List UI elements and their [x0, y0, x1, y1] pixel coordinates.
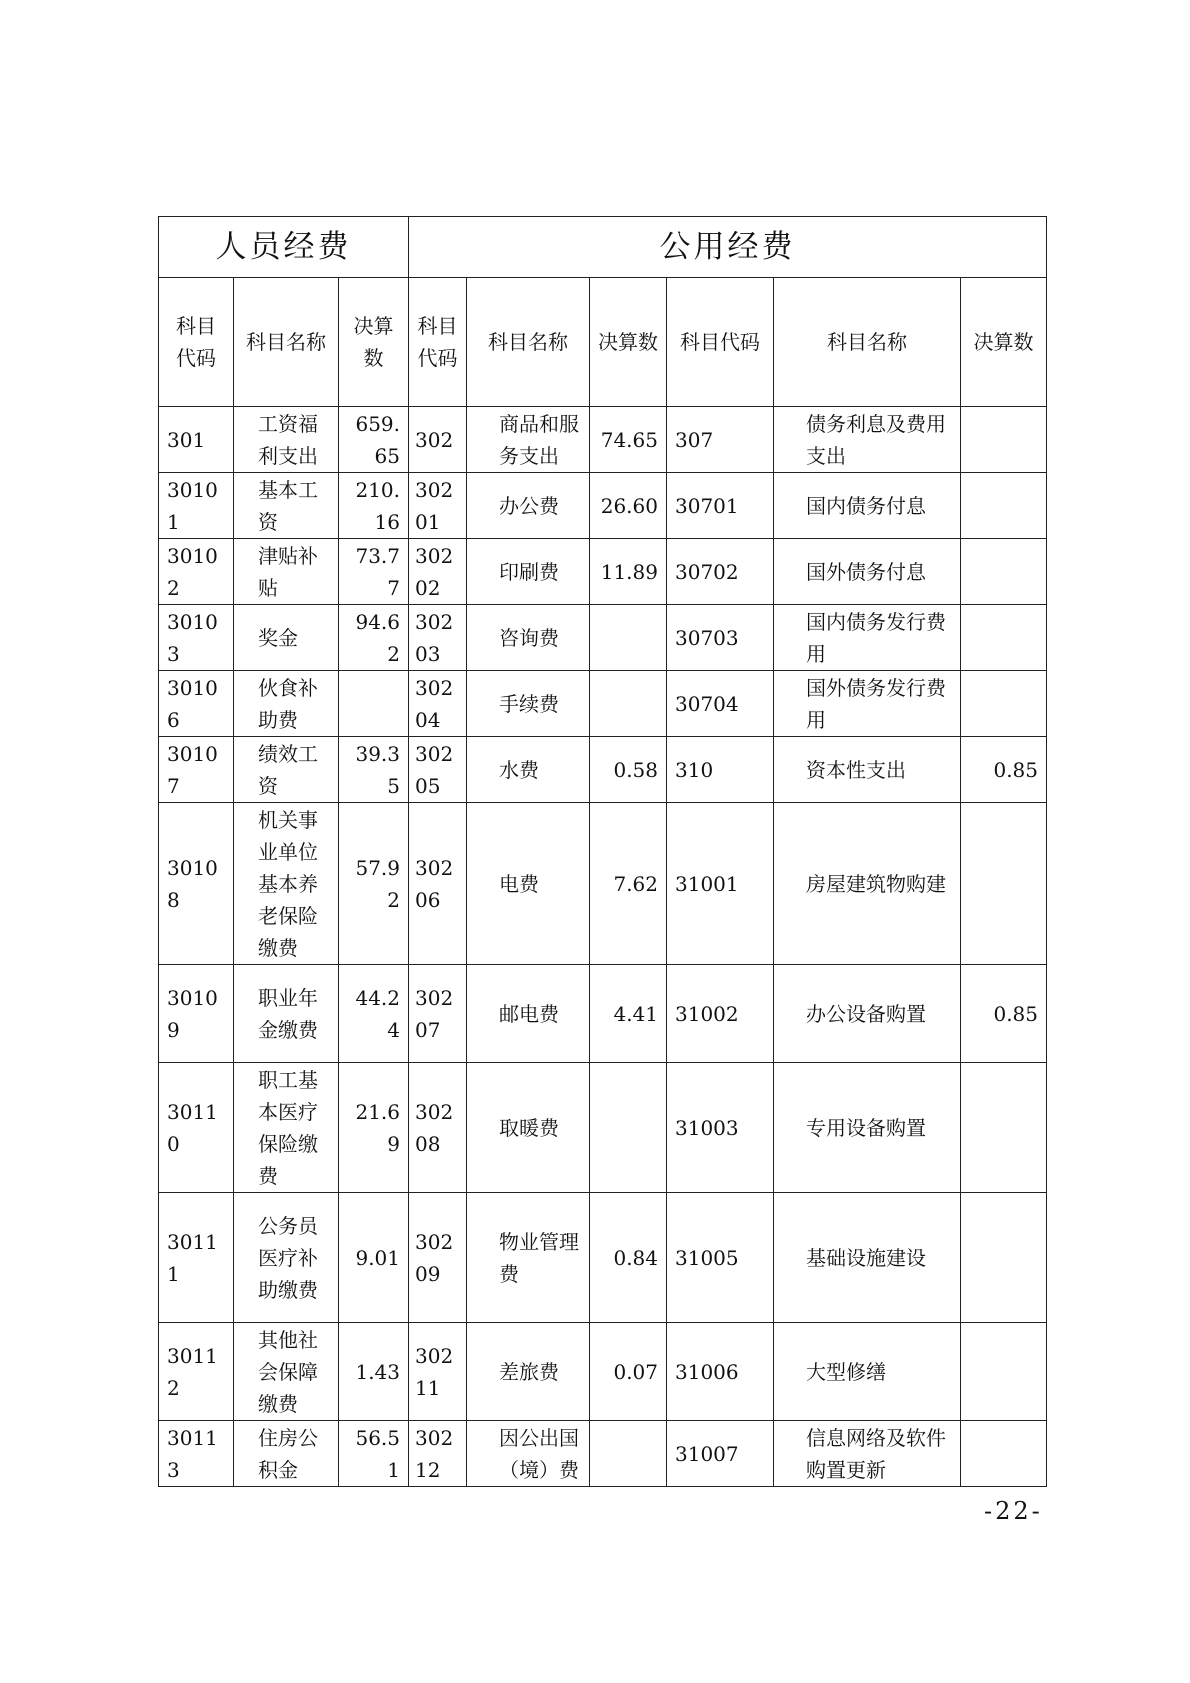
header-p-amount: 决算数	[339, 278, 409, 407]
cell-o-code: 31002	[667, 965, 774, 1063]
cell-o-code: 31003	[667, 1063, 774, 1193]
expenditure-table	[158, 216, 1047, 1487]
cell-g-code: 30201	[409, 473, 467, 539]
cell-g-name: 邮电费	[467, 965, 590, 1063]
cell-g-name: 因公出国（境）费	[467, 1421, 590, 1487]
cell-g-amount	[590, 1421, 667, 1487]
header-g-amount: 决算数	[590, 278, 667, 407]
cell-p-code: 30113	[159, 1421, 234, 1487]
cell-o-name: 资本性支出	[774, 737, 961, 803]
cell-o-code: 31005	[667, 1193, 774, 1323]
cell-o-code: 31006	[667, 1323, 774, 1421]
table-row	[159, 965, 1047, 1063]
cell-o-amount	[961, 803, 1047, 965]
cell-o-code: 307	[667, 407, 774, 473]
cell-g-amount: 7.62	[590, 803, 667, 965]
cell-g-amount: 0.58	[590, 737, 667, 803]
cell-o-amount: 0.85	[961, 737, 1047, 803]
cell-g-code: 30207	[409, 965, 467, 1063]
cell-o-code: 30702	[667, 539, 774, 605]
cell-p-code: 30112	[159, 1323, 234, 1421]
cell-p-name: 职工基本医疗保险缴费	[234, 1063, 339, 1193]
cell-g-amount: 0.07	[590, 1323, 667, 1421]
header-o-amount: 决算数	[961, 278, 1047, 407]
cell-o-code: 31007	[667, 1421, 774, 1487]
cell-o-name: 债务利息及费用支出	[774, 407, 961, 473]
cell-p-name: 基本工资	[234, 473, 339, 539]
cell-o-name: 基础设施建设	[774, 1193, 961, 1323]
cell-p-code: 30109	[159, 965, 234, 1063]
page-number: -22-	[984, 1497, 1043, 1525]
cell-g-name: 手续费	[467, 671, 590, 737]
table-row	[159, 671, 1047, 737]
cell-p-amount: 57.92	[339, 803, 409, 965]
cell-o-amount	[961, 605, 1047, 671]
cell-g-code: 30203	[409, 605, 467, 671]
cell-o-name: 办公设备购置	[774, 965, 961, 1063]
table-row	[159, 1323, 1047, 1421]
cell-p-amount: 1.43	[339, 1323, 409, 1421]
table-row	[159, 737, 1047, 803]
cell-g-code: 30212	[409, 1421, 467, 1487]
cell-o-name: 国内债务付息	[774, 473, 961, 539]
cell-o-code: 30703	[667, 605, 774, 671]
section-public: 公用经费	[409, 217, 1047, 278]
cell-p-amount: 21.69	[339, 1063, 409, 1193]
table-row	[159, 473, 1047, 539]
cell-p-code: 30108	[159, 803, 234, 965]
cell-p-amount: 94.62	[339, 605, 409, 671]
cell-o-amount	[961, 1193, 1047, 1323]
cell-g-amount: 26.60	[590, 473, 667, 539]
cell-p-name: 绩效工资	[234, 737, 339, 803]
cell-p-name: 伙食补助费	[234, 671, 339, 737]
cell-p-code: 301	[159, 407, 234, 473]
cell-g-name: 水费	[467, 737, 590, 803]
cell-g-code: 302	[409, 407, 467, 473]
cell-o-amount: 0.85	[961, 965, 1047, 1063]
cell-p-code: 30107	[159, 737, 234, 803]
cell-g-amount	[590, 1063, 667, 1193]
cell-g-code: 30206	[409, 803, 467, 965]
table-row	[159, 539, 1047, 605]
header-p-name: 科目名称	[234, 278, 339, 407]
cell-p-amount	[339, 671, 409, 737]
cell-p-name: 奖金	[234, 605, 339, 671]
cell-g-amount: 4.41	[590, 965, 667, 1063]
cell-p-name: 住房公积金	[234, 1421, 339, 1487]
cell-g-name: 物业管理费	[467, 1193, 590, 1323]
cell-g-name: 商品和服务支出	[467, 407, 590, 473]
cell-p-code: 30102	[159, 539, 234, 605]
header-g-code: 科目代码	[409, 278, 467, 407]
cell-g-name: 印刷费	[467, 539, 590, 605]
cell-g-name: 电费	[467, 803, 590, 965]
cell-o-name: 信息网络及软件购置更新	[774, 1421, 961, 1487]
cell-o-code: 310	[667, 737, 774, 803]
cell-p-amount: 9.01	[339, 1193, 409, 1323]
cell-g-amount	[590, 671, 667, 737]
cell-g-amount: 0.84	[590, 1193, 667, 1323]
header-g-name: 科目名称	[467, 278, 590, 407]
cell-g-code: 30204	[409, 671, 467, 737]
cell-o-name: 国内债务发行费用	[774, 605, 961, 671]
cell-o-amount	[961, 1421, 1047, 1487]
cell-o-amount	[961, 407, 1047, 473]
cell-o-amount	[961, 1063, 1047, 1193]
cell-g-code: 30202	[409, 539, 467, 605]
cell-o-amount	[961, 473, 1047, 539]
cell-p-amount: 73.77	[339, 539, 409, 605]
cell-g-name: 取暖费	[467, 1063, 590, 1193]
cell-g-code: 30208	[409, 1063, 467, 1193]
section-header-row	[159, 217, 1047, 278]
cell-p-name: 津贴补贴	[234, 539, 339, 605]
cell-p-code: 30101	[159, 473, 234, 539]
cell-o-code: 30701	[667, 473, 774, 539]
cell-g-amount	[590, 605, 667, 671]
cell-p-name: 职业年金缴费	[234, 965, 339, 1063]
column-header-row	[159, 278, 1047, 407]
table-row	[159, 803, 1047, 965]
cell-o-name: 房屋建筑物购建	[774, 803, 961, 965]
table-row	[159, 605, 1047, 671]
table-row	[159, 1193, 1047, 1323]
cell-g-code: 30209	[409, 1193, 467, 1323]
cell-p-amount: 56.51	[339, 1421, 409, 1487]
cell-o-amount	[961, 1323, 1047, 1421]
header-p-code: 科目代码	[159, 278, 234, 407]
cell-p-name: 公务员医疗补助缴费	[234, 1193, 339, 1323]
cell-p-name: 工资福利支出	[234, 407, 339, 473]
header-o-name: 科目名称	[774, 278, 961, 407]
cell-o-amount	[961, 671, 1047, 737]
cell-p-name: 机关事业单位基本养老保险缴费	[234, 803, 339, 965]
cell-p-amount: 44.24	[339, 965, 409, 1063]
cell-g-amount: 11.89	[590, 539, 667, 605]
table-row	[159, 1063, 1047, 1193]
cell-g-code: 30205	[409, 737, 467, 803]
cell-p-amount: 659.65	[339, 407, 409, 473]
cell-p-code: 30106	[159, 671, 234, 737]
cell-g-code: 30211	[409, 1323, 467, 1421]
cell-p-name: 其他社会保障缴费	[234, 1323, 339, 1421]
cell-o-name: 国外债务付息	[774, 539, 961, 605]
table-row	[159, 407, 1047, 473]
section-personnel: 人员经费	[159, 217, 409, 278]
cell-o-code: 30704	[667, 671, 774, 737]
table-row	[159, 1421, 1047, 1487]
header-o-code: 科目代码	[667, 278, 774, 407]
table-body	[159, 407, 1047, 1487]
cell-g-amount: 74.65	[590, 407, 667, 473]
cell-g-name: 办公费	[467, 473, 590, 539]
cell-g-name: 咨询费	[467, 605, 590, 671]
cell-p-code: 30111	[159, 1193, 234, 1323]
cell-g-name: 差旅费	[467, 1323, 590, 1421]
cell-o-amount	[961, 539, 1047, 605]
cell-o-name: 专用设备购置	[774, 1063, 961, 1193]
cell-p-code: 30103	[159, 605, 234, 671]
cell-o-name: 国外债务发行费用	[774, 671, 961, 737]
cell-p-code: 30110	[159, 1063, 234, 1193]
cell-o-code: 31001	[667, 803, 774, 965]
cell-p-amount: 210.16	[339, 473, 409, 539]
cell-p-amount: 39.35	[339, 737, 409, 803]
cell-o-name: 大型修缮	[774, 1323, 961, 1421]
